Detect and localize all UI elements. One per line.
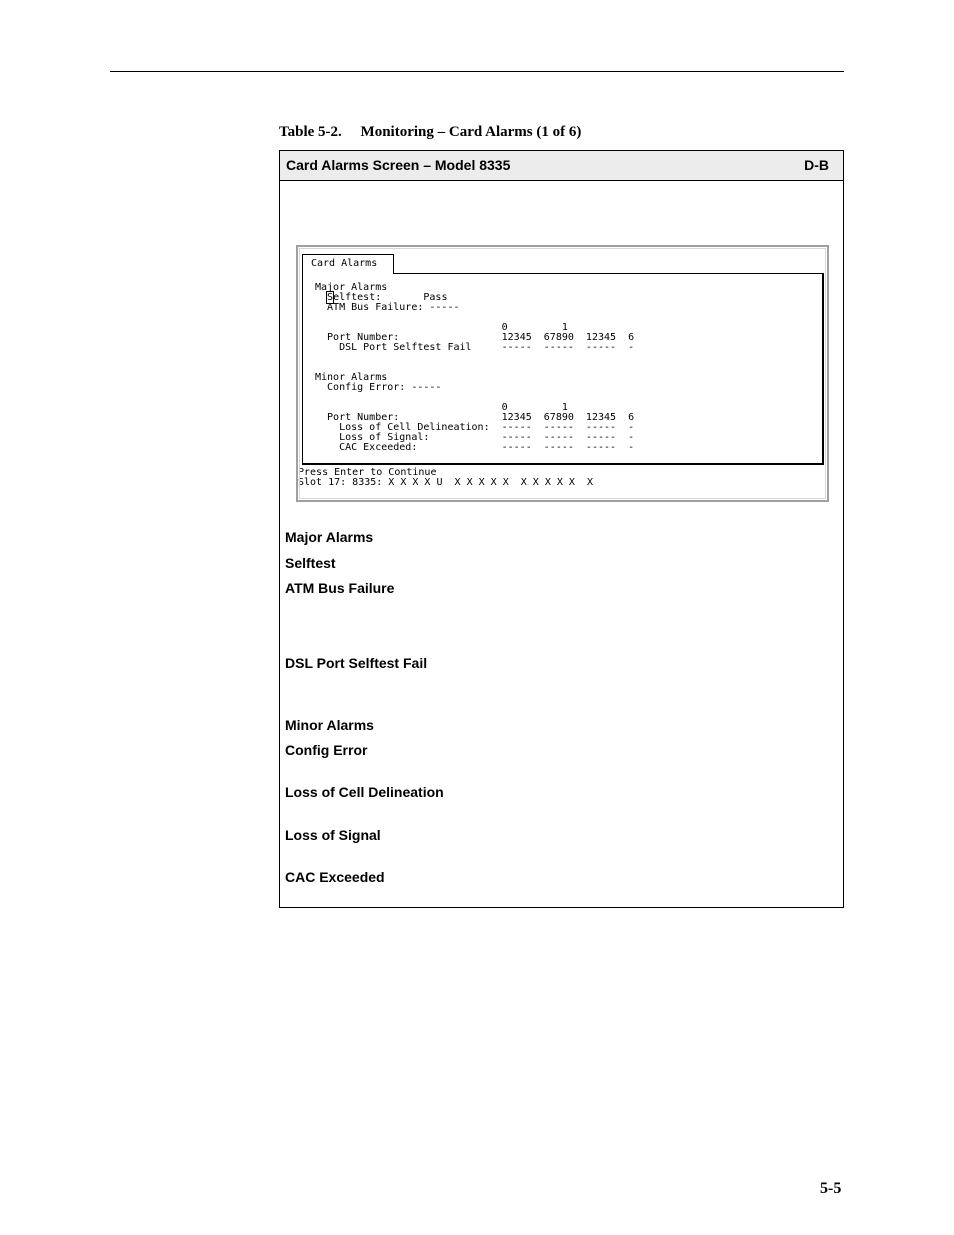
term-dsl-port-selftest-fail: DSL Port Selftest Fail	[285, 655, 428, 671]
term-selftest: Selftest	[285, 555, 336, 571]
term-loss-of-signal: Loss of Signal	[285, 827, 381, 843]
screen-status-line: Slot 17: 8335: X X X X U X X X X X X X X X X X	[298, 477, 594, 488]
term-atm-bus-failure: ATM Bus Failure	[285, 580, 395, 596]
term-config-error: Config Error	[285, 742, 368, 758]
screen-line: Config Error: -----	[315, 382, 442, 393]
terminal-screen	[296, 245, 829, 502]
screen-prompt: Press Enter to Continue	[298, 467, 437, 478]
screen-line: Loss of Signal: ----- ----- ----- -	[315, 432, 635, 443]
table-title: Card Alarms Screen – Model 8335	[286, 157, 511, 173]
tab-card-alarms[interactable]	[302, 254, 394, 274]
tab-label: Card Alarms	[311, 258, 378, 269]
screen-line: 0 1	[315, 322, 568, 333]
text-cursor: S	[327, 292, 334, 303]
table-caption: Table 5-2. Monitoring – Card Alarms (1 of 6)	[279, 124, 582, 140]
screen-line: Loss of Cell Delineation: ----- ----- ----- -	[315, 422, 635, 433]
screen-line: ATM Bus Failure: -----	[315, 302, 460, 313]
selftest-rest: elftest: Pass	[333, 292, 448, 303]
screen-line: 0 1	[315, 402, 568, 413]
table-code: D-B	[804, 157, 829, 173]
term-major-alarms: Major Alarms	[285, 529, 374, 545]
term-loss-of-cell-delineation: Loss of Cell Delineation	[285, 784, 444, 800]
term-cac-exceeded: CAC Exceeded	[285, 869, 385, 885]
term-minor-alarms: Minor Alarms	[285, 717, 374, 733]
screen-line: DSL Port Selftest Fail ----- ----- ----- -	[315, 342, 635, 353]
screen-line: CAC Exceeded: ----- ----- ----- -	[315, 442, 635, 453]
header-rule	[110, 71, 844, 72]
screen-line: Minor Alarms	[315, 372, 388, 383]
screen-line: Port Number: 12345 67890 12345 6	[315, 412, 635, 423]
screen-line: Port Number: 12345 67890 12345 6	[315, 332, 635, 343]
table-header	[280, 151, 843, 181]
screen-line: Major Alarms	[315, 282, 388, 293]
page-number: 5-5	[820, 1180, 842, 1197]
screen-panel	[302, 273, 824, 465]
